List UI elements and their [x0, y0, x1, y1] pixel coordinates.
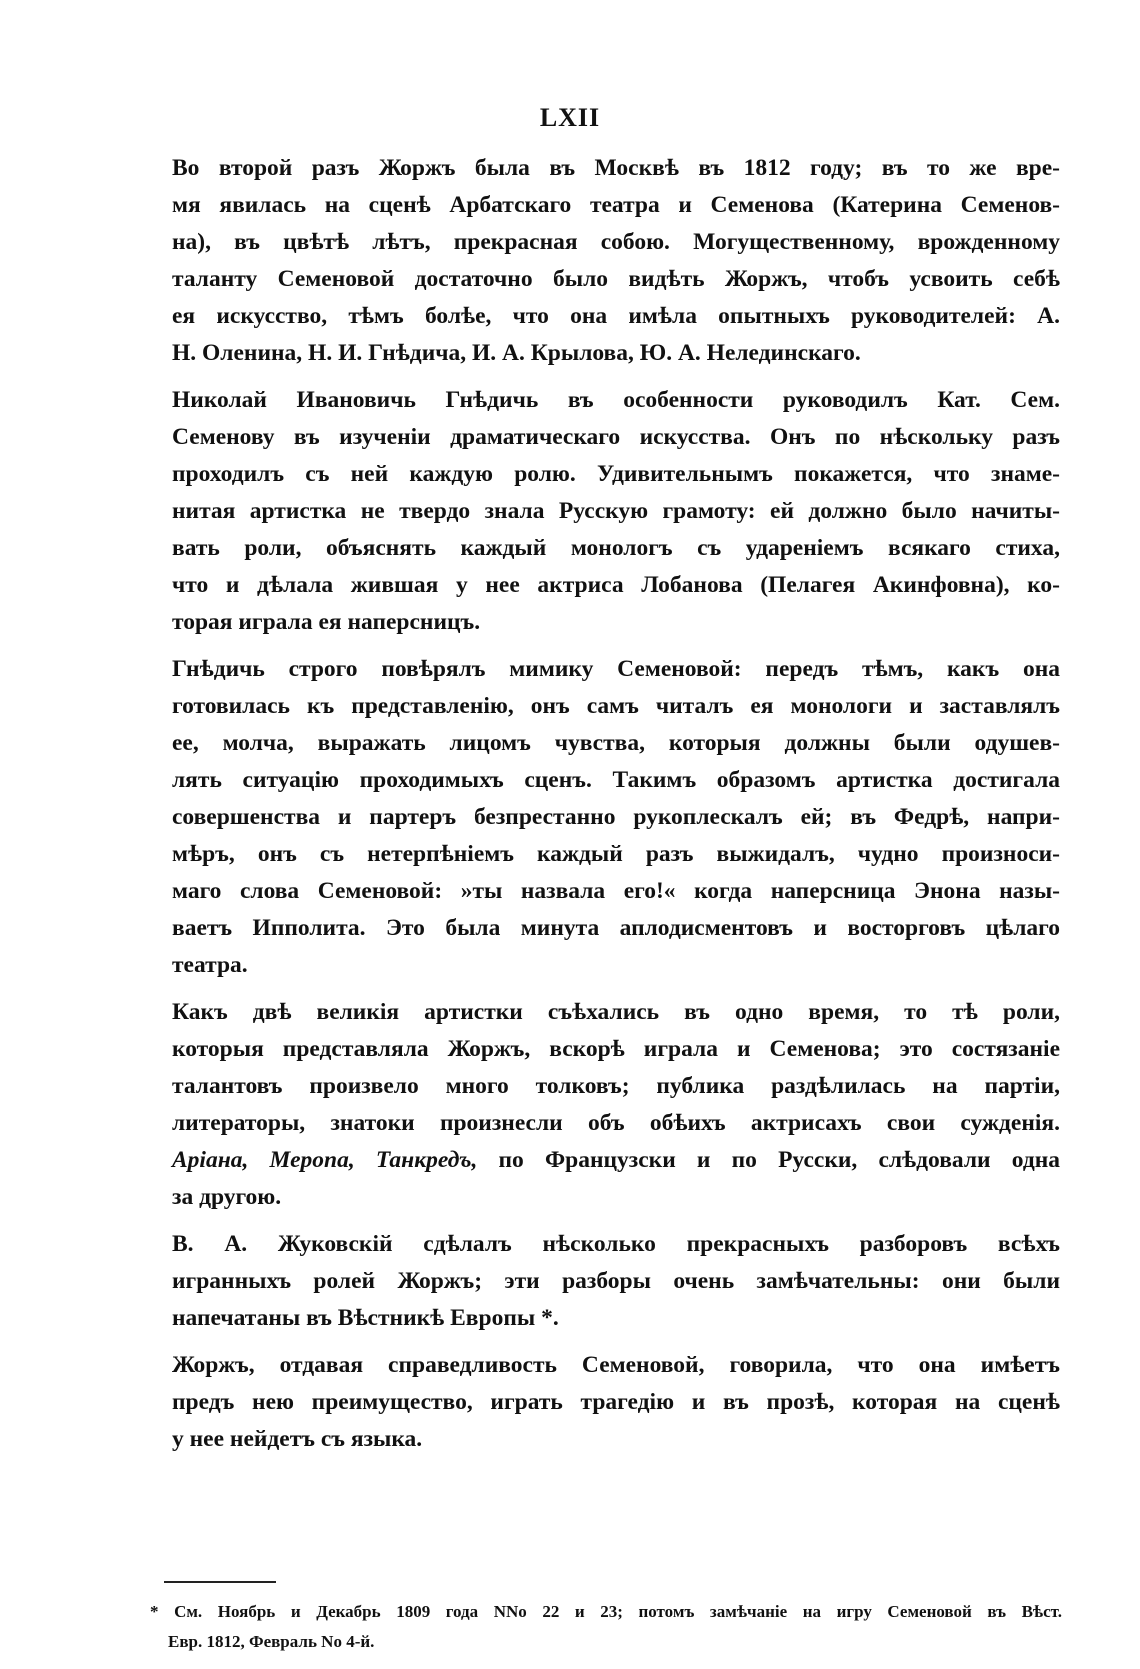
text-line: совершенства и партеръ безпрестанно рукоплескалъ ей; въ Федрѣ, напри- — [172, 804, 1060, 830]
text-line: маго слова Семеновой: »ты назвала его!« когда наперсница Энона назы- — [172, 878, 1060, 904]
play-title: Аріана, — [172, 1147, 249, 1173]
text-line: на), въ цвѣтѣ лѣтъ, прекрасная собою. Могущественному, врожденному — [172, 229, 1060, 255]
paragraph-5 — [172, 1226, 1060, 1337]
text-line: В. А. Жуковскій сдѣлалъ нѣсколько прекрасныхъ разборовъ всѣхъ — [172, 1231, 1060, 1257]
footnote-divider — [164, 1581, 276, 1583]
text-line: нитая артистка не твердо знала Русскую грамоту: ей должно было начиты- — [172, 498, 1060, 524]
text-line-footnote-ref: напечатаны въ Вѣстникѣ Европы *. — [172, 1305, 559, 1331]
play-title: Меропа, — [269, 1147, 355, 1173]
footnote-line: Евр. 1812, Февраль No 4-й. — [168, 1632, 375, 1651]
text-line-with-titles: Аріана, Меропа, Танкредъ, по Французски и по Русски, слѣдовали одна — [172, 1147, 1061, 1173]
text-line: Николай Ивановичь Гнѣдичь въ особенности руководилъ Кат. Сем. — [172, 387, 1060, 413]
text-line: ее, молча, выражать лицомъ чувства, которыя должны были одушев- — [172, 730, 1060, 756]
text-line: Семенову въ изученіи драматическаго искусства. Онъ по нѣскольку разъ — [172, 424, 1060, 450]
text-line: предъ нею преимущество, играть трагедію и въ прозѣ, которая на сценѣ — [172, 1389, 1060, 1415]
text-line: литераторы, знатоки произнесли объ обѣихъ актрисахъ свои сужденія. — [172, 1110, 1060, 1136]
text-line: игранныхъ ролей Жоржъ; эти разборы очень замѣчательны: они были — [172, 1268, 1060, 1294]
text-line: ея искусство, тѣмъ болѣе, что она имѣла опытныхъ руководителей: А. — [172, 303, 1060, 329]
text-line: вать роли, объяснять каждый монологъ съ удареніемъ всякаго стиха, — [172, 535, 1060, 561]
footnote-line: * См. Ноябрь и Декабрь 1809 года NNo 22 и 23; потомъ замѣчаніе на игру Семеновой въ Вѣст. — [150, 1602, 1062, 1621]
text-line: торая играла ея наперсницъ. — [172, 609, 481, 635]
text-line: которыя представляла Жоржъ, вскорѣ играла и Семенова; это состязаніе — [172, 1036, 1060, 1062]
paragraph-4 — [172, 994, 1060, 1216]
text-line: мя явилась на сценѣ Арбатскаго театра и Семенова (Катерина Семенов- — [172, 192, 1060, 218]
footnote — [150, 1597, 1062, 1657]
text-line: лять ситуацію проходимыхъ сценъ. Такимъ образомъ артистка достигала — [172, 767, 1060, 793]
text-line: Жоржъ, отдавая справедливость Семеновой, говорила, что она имѣетъ — [172, 1352, 1060, 1378]
paragraph-2 — [172, 382, 1060, 641]
text-line: Гнѣдичь строго повѣрялъ мимику Семеновой: передъ тѣмъ, какъ она — [172, 656, 1060, 682]
text-line: ваетъ Ипполита. Это была минута аплодисментовъ и восторговъ цѣлаго — [172, 915, 1060, 941]
text-line: проходилъ съ ней каждую ролю. Удивительнымъ покажется, что знаме- — [172, 461, 1060, 487]
page-number: LXII — [539, 103, 601, 132]
text-line: мѣръ, онъ съ нетерпѣніемъ каждый разъ выжидалъ, чудно произноси- — [172, 841, 1060, 867]
paragraph-3 — [172, 651, 1060, 984]
text-line: талантовъ произвело много толковъ; публика раздѣлилась на партіи, — [172, 1073, 1060, 1099]
text-line: Какъ двѣ великія артистки съѣхались въ одно время, то тѣ роли, — [172, 999, 1060, 1025]
paragraph-6 — [172, 1347, 1060, 1458]
text-line: Н. Оленина, Н. И. Гнѣдича, И. А. Крылова, Ю. А. Нелединскаго. — [172, 340, 861, 366]
text-line: театра. — [172, 952, 248, 978]
body-text — [172, 150, 1060, 1468]
text-line: готовилась къ представленію, онъ самъ читалъ ея монологи и заставлялъ — [172, 693, 1060, 719]
text-line: что и дѣлала жившая у нее актриса Лобанова (Пелагея Акинфовна), ко- — [172, 572, 1060, 598]
text-line: Во второй разъ Жоржъ была въ Москвѣ въ 1812 году; въ то же вре- — [172, 155, 1060, 181]
play-title: Танкредъ, — [375, 1147, 478, 1173]
paragraph-1 — [172, 150, 1060, 372]
text-line: таланту Семеновой достаточно было видѣть Жоржъ, чтобъ усвоить себѣ — [172, 266, 1060, 292]
text-line: у нее нейдетъ съ языка. — [172, 1426, 423, 1452]
text-line: за другою. — [172, 1184, 282, 1210]
